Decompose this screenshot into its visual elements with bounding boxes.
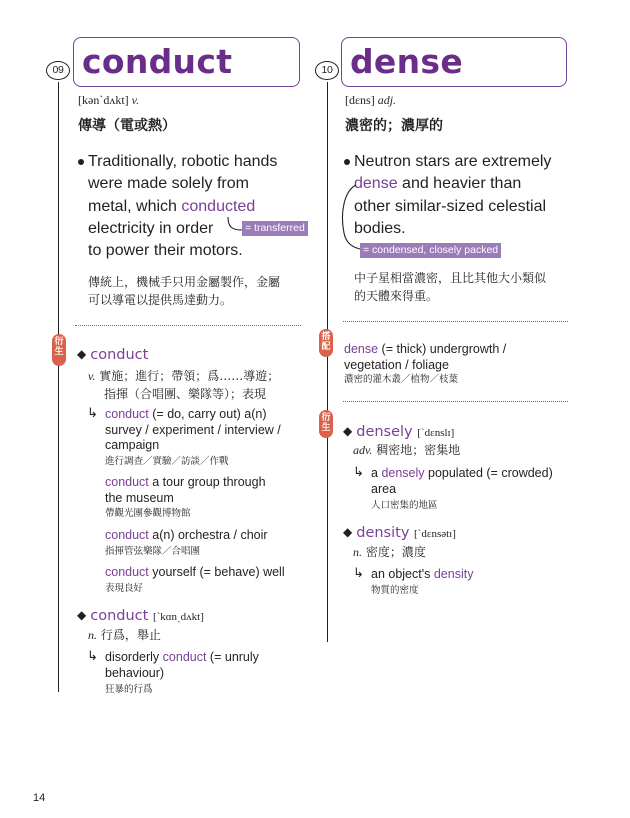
entry-number: 09 (46, 61, 70, 80)
collocation-translation: 物質的密度 (371, 585, 419, 596)
part-of-speech: adj. (377, 93, 397, 107)
bullet-icon (78, 159, 84, 165)
collocation: disorderly conduct (= unruly behaviour) (105, 650, 259, 680)
collocation-translation: 指揮管弦樂隊／合唱團 (105, 546, 201, 557)
collocation: a densely populated (= crowded) area (371, 466, 553, 496)
arrow-icon: ↳ (87, 406, 98, 421)
collocation: an object's density (371, 567, 474, 581)
collocation-translation: 人口密集的地區 (371, 500, 438, 511)
diamond-icon: ◆ (343, 525, 353, 539)
collocation: dense (= thick) undergrowth / vegetation / foliage (344, 342, 507, 372)
diamond-icon: ◆ (77, 608, 87, 622)
collocation-translation: 濃密的灌木叢／植物／枝葉 (344, 374, 459, 385)
headword: dense (350, 42, 464, 81)
translation: 中子星相當濃密，且比其他大小類似 的天體來得重。 (354, 271, 547, 303)
arrow-icon: ↳ (353, 465, 364, 480)
collocation: conduct a(n) orchestra / choir (105, 528, 268, 542)
entry-definition: n. 行爲，舉止 (88, 628, 161, 642)
example-sentence: Traditionally, robotic hands were made solely from metal, which conducted electricity in order to power their motors. (88, 153, 278, 260)
derived-entry: ◆ densely [`dɛnslɪ] (343, 424, 455, 440)
chinese-meaning: 濃密的；濃厚的 (345, 118, 443, 134)
translation: 傳統上，機械手只用金屬製作，金屬 可以導電以提供馬達動力。 (88, 275, 281, 307)
example-sentence: Neutron stars are extremely dense and heavier than other similar-sized celestial bodies. (354, 153, 552, 237)
derivative-badge: 衍生 (319, 410, 333, 438)
collocation: conduct yourself (= behave) well (105, 565, 285, 579)
derived-entry: ◆ conduct [`kɑnˏdʌkt] (77, 608, 204, 624)
divider (343, 401, 568, 402)
highlighted-word: dense (354, 175, 398, 193)
divider (75, 325, 301, 326)
headword-box (73, 37, 300, 87)
entry-definition: adv. 稠密地；密集地 (353, 443, 461, 457)
headword-box (341, 37, 567, 87)
derived-entry: ◆ conduct (77, 347, 149, 363)
collocation-translation: 狂暴的行爲 (105, 684, 153, 695)
headword: conduct (82, 42, 233, 81)
derived-entry: ◆ density [`dɛnsətɪ] (343, 525, 456, 541)
pronunciation: [kən`dʌkt] v. (78, 93, 140, 107)
collocation-translation: 表現良好 (105, 583, 144, 594)
collocation-badge: 搭配 (319, 329, 333, 357)
synonym-tag: = transferred (242, 221, 308, 236)
page-number: 14 (33, 792, 46, 804)
bracket-icon (338, 183, 362, 255)
entry-number: 10 (315, 61, 339, 80)
pronunciation: [dɛns] adj. (345, 93, 397, 107)
diamond-icon: ◆ (343, 424, 353, 438)
derivative-badge: 衍生 (52, 334, 66, 366)
highlighted-word: conducted (181, 197, 256, 215)
collocation: conduct (= do, carry out) a(n) survey / experiment / interview / campaign (105, 407, 281, 452)
arrow-icon: ↳ (87, 649, 98, 664)
bullet-icon (344, 159, 350, 165)
column-rule (327, 82, 328, 642)
collocation-translation: 帶觀光團參觀博物館 (105, 508, 191, 519)
collocation: conduct a tour group through the museum (105, 475, 266, 505)
collocation-translation: 進行調查／實驗／訪談／作戰 (105, 456, 229, 467)
column-rule (58, 82, 59, 692)
part-of-speech: v. (131, 93, 140, 107)
diamond-icon: ◆ (77, 347, 87, 361)
chinese-meaning: 傳導（電或熱） (78, 118, 176, 134)
synonym-tag: = condensed, closely packed (360, 243, 501, 258)
arrow-icon: ↳ (353, 566, 364, 581)
divider (343, 321, 568, 322)
entry-definition: v. 實施；進行；帶領；爲……導遊； 指揮（合唱團、樂隊等）；表現 (88, 369, 280, 401)
entry-definition: n. 密度；濃度 (353, 545, 426, 559)
